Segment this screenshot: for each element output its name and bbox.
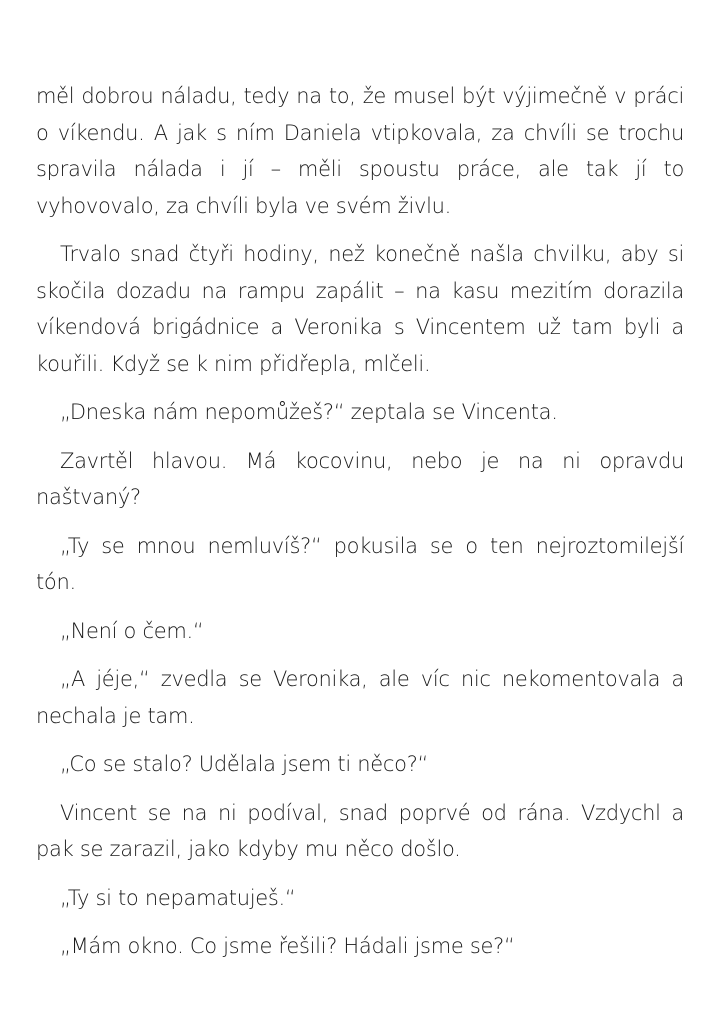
paragraph-5: „Ty se mnou nemluvíš?“ pokusila se o ten nejroztomilejší tón. [36,533,684,594]
paragraph-9: Vincent se na ni podíval, snad poprvé od rána. Vzdychl a pak se zarazil, jako kdyby mu něco došlo. [36,800,684,861]
paragraph-10: „Ty si to nepamatuješ.“ [60,885,296,910]
paragraph-6: „Není o čem.“ [60,618,204,643]
paragraph-3: „Dneska nám nepomůžeš?“ zeptala se Vincenta. [60,400,558,424]
paragraph-7: „A jéje,“ zvedla se Veronika, ale víc nic nekomentovala a nechala je tam. [36,667,684,728]
book-page [36,78,684,977]
paragraph-4: Zavrtěl hlavou. Má kocovinu, nebo je na ni opravdu naštvaný? [36,448,684,509]
paragraph-11: „Mám okno. Co jsme řešili? Hádali jsme se?“ [60,934,515,958]
paragraph-1: měl dobrou náladu, tedy na to, že musel být výjimečně v práci o víkendu. A jak s ním Daniela vtipkovala, za chvíli se trochu spravila nálada i jí – měli spoustu práce, ale tak jí to vyhovovalo, za chvíli byla ve svém živlu. [36,84,684,218]
paragraph-8: „Co se stalo? Udělala jsem ti něco?“ [60,752,429,776]
paragraph-2: Trvalo snad čtyři hodiny, než konečně našla chvilku, aby si skočila dozadu na rampu zapálit – na kasu mezitím dorazila víkendová brigádnice a Veronika s Vincentem už tam byli a kouřili. Když se k nim přidřepla, mlčeli. [36,242,684,376]
